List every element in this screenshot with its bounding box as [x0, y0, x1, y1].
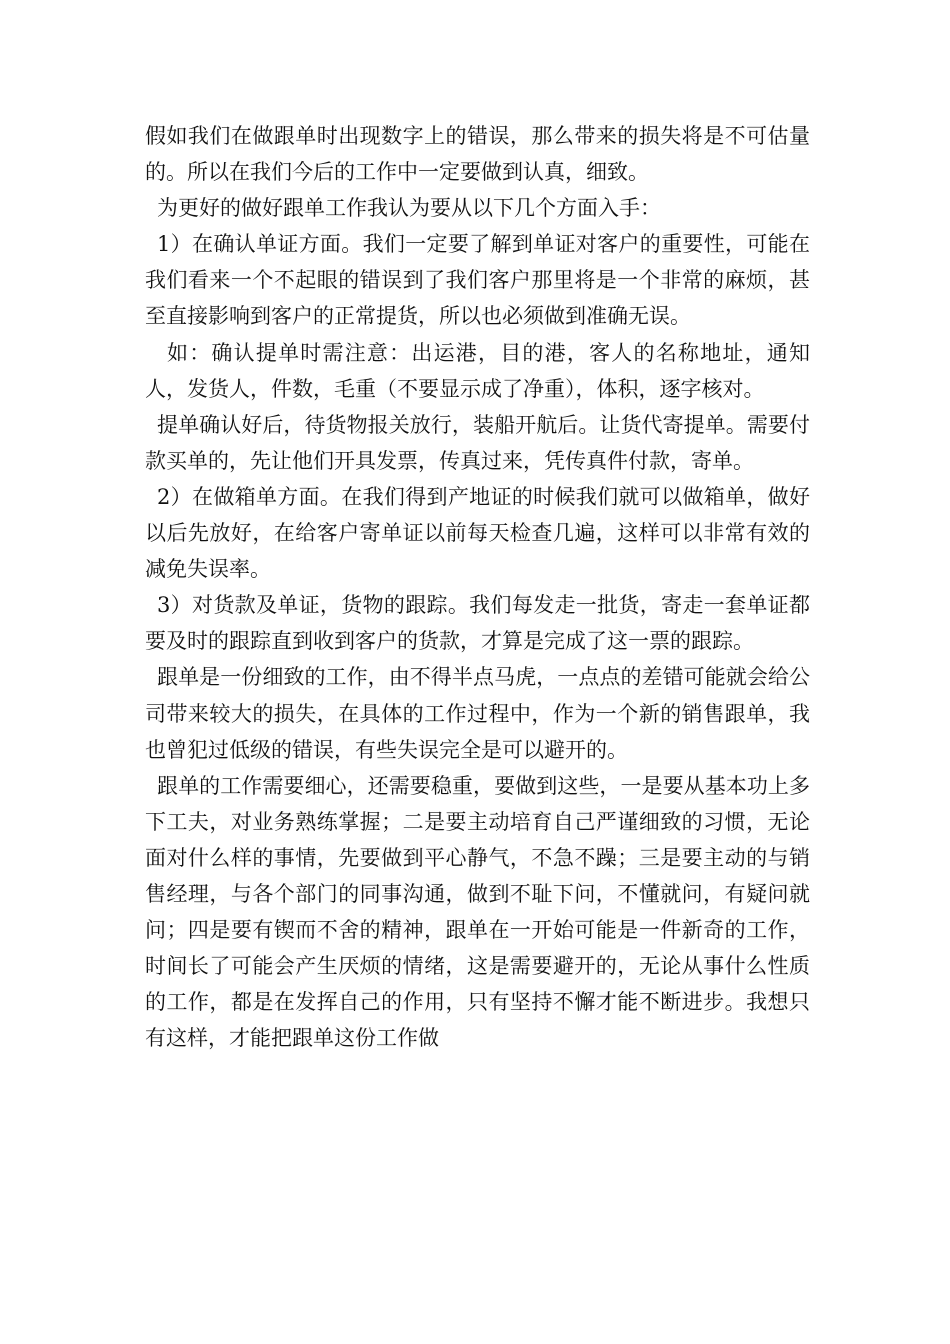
- paragraph-2: 为更好的做好跟单工作我认为要从以下几个方面入手：: [157, 196, 661, 221]
- paragraph-8: 跟单是一份细致的工作，由不得半点马虎，一点点的差错可能就会给公司带来较大的损失，在具体的工作过程中，作为一个新的销售跟单，我也曾犯过低级的错误，有些失误完全是可以避开的。: [145, 665, 810, 762]
- paragraph-5: 提单确认好后，待货物报关放行，装船开航后。让货代寄提单。需要付款买单的，先让他们开具发票，传真过来，凭传真件付款，寄单。: [145, 412, 810, 473]
- paragraph-9: 跟单的工作需要细心，还需要稳重，要做到这些，一是要从基本功上多下工夫，对业务熟练掌握；二是要主动培育自己严谨细致的习惯，无论面对什么样的事情，先要做到平心静气，不急不躁；三是要主动的与销售经理，与各个部门的同事沟通，做到不耻下问，不懂就问，有疑问就问；四是要有锲而不舍的精神，跟单在一开始可能是一件新奇的工作，时间长了可能会产生厌烦的情绪，这是需要避开的，无论从事什么性质的工作，都是在发挥自己的作用，只有坚持不懈才能不断进步。我想只有这样，才能把跟单这份工作做: [145, 773, 810, 1051]
- paragraph-3: 1）在确认单证方面。我们一定要了解到单证对客户的重要性，可能在我们看来一个不起眼的错误到了我们客户那里将是一个非常的麻烦，甚至直接影响到客户的正常提货，所以也必须做到准确无误。: [145, 232, 810, 329]
- paragraph-1: 假如我们在做跟单时出现数字上的错误，那么带来的损失将是不可估量的。所以在我们今后的工作中一定要做到认真，细致。: [145, 124, 810, 185]
- paragraph-6: 2）在做箱单方面。在我们得到产地证的时候我们就可以做箱单，做好以后先放好，在给客户寄单证以前每天检查几遍，这样可以非常有效的减免失误率。: [145, 484, 810, 582]
- paragraph-4: 如：确认提单时需注意：出运港，目的港，客人的名称地址，通知人，发货人，件数，毛重（不要显示成了净重），体积，逐字核对。: [145, 340, 810, 401]
- paragraph-7: 3）对货款及单证，货物的跟踪。我们每发走一批货，寄走一套单证都要及时的跟踪直到收到客户的货款，才算是完成了这一票的跟踪。: [145, 593, 810, 654]
- document-body: [145, 118, 810, 1056]
